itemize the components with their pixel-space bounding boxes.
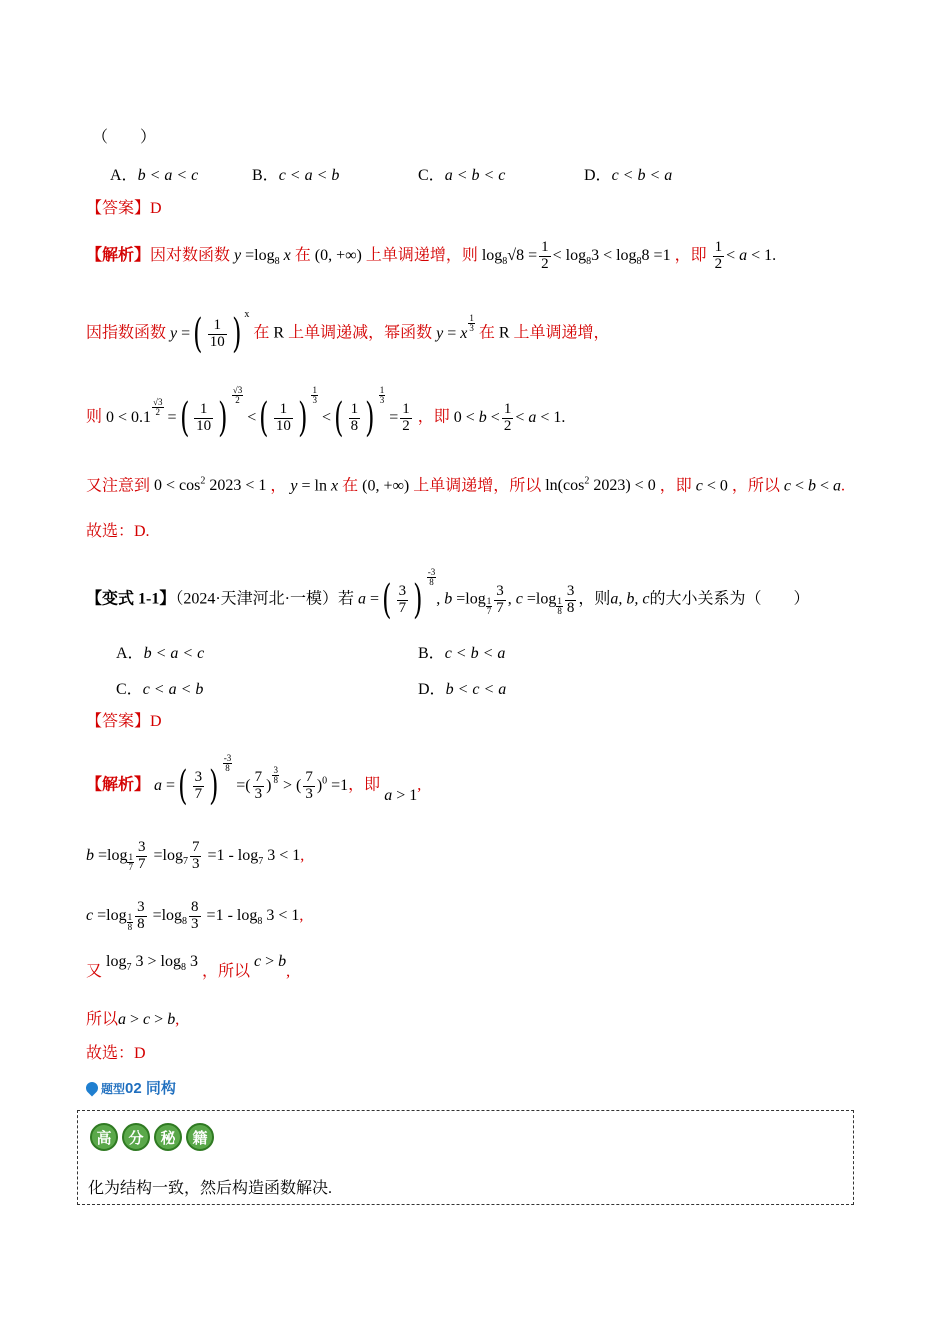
variant-option-b: B．c < b < a: [418, 645, 506, 662]
tip-box: [77, 1110, 854, 1205]
tip-badges: [90, 1123, 214, 1151]
variant-option-a: A．b < a < c: [116, 645, 205, 662]
variant-analysis-4: 又 $\log_7 3 > \log_8 3$ ，所以 c > b,: [86, 953, 291, 980]
option-b: B．c < a < b: [252, 167, 340, 184]
map-pin-icon: [84, 1080, 101, 1097]
badge-fen: 分: [122, 1123, 150, 1151]
badge-ji: 籍: [186, 1123, 214, 1151]
analysis-line-4: 又注意到 $0 < \cos^2 2023 < 1$ ， y = ln x 在 (0, +∞) 上单调递增，所以 $\ln(\cos^2$ 2023) < 0 ，即 c < 0 ，所以 c < b < a.: [86, 476, 846, 495]
option-a: A．b < a < c: [110, 167, 199, 184]
badge-mi: 秘: [154, 1123, 182, 1151]
badge-gao: 高: [90, 1123, 118, 1151]
option-c: C．a < b < c: [418, 167, 506, 184]
variant-analysis-1: 【解析】 a =( $\frac{3}{7}$ ) $\frac{-3}{8}$ =( $\frac{7}{3}$ ) $\frac{3}{8}$ > ( $\frac{7}{3}$ )$^0$ =1，即 a > 1,: [86, 753, 422, 809]
variant-option-d: D．b < c < a: [418, 681, 507, 698]
answer-line: 【答案】D: [86, 200, 162, 217]
variant-analysis-5: 所以a > c > b,: [86, 1011, 180, 1028]
question-paren: （ ）: [92, 129, 157, 146]
variant-analysis-c: c =log $\frac{1}{8}$ $\frac{3}{8}$ $=\log_8$ $\frac{8}{3}$ $=1 - \log_8 3 < 1$,: [86, 899, 304, 933]
conclusion-1: 故选：D.: [86, 523, 150, 540]
tip-text: 化为结构一致，然后构造函数解决.: [88, 1180, 333, 1197]
option-d: D．c < b < a: [584, 167, 673, 184]
section-heading: 题型02 同构: [86, 1077, 176, 1098]
variant-analysis-b: b =log $\frac{1}{7}$ $\frac{3}{7}$ $=\log_7$ $\frac{7}{3}$ $=1 - \log_7 3 < 1$,: [86, 839, 305, 873]
analysis-line-1: 【解析】因对数函数 $y =\log_8$ x 在 (0, +∞) 上单调递增，则 $\log_8√8$ = $\frac{1}{2}$ < $\log_83 < \log_88 =1$ ，即 $\frac{1}{2}$ < a < 1.: [86, 239, 777, 272]
variant-option-c: C．c < a < b: [116, 681, 204, 698]
conclusion-2: 故选：D: [86, 1045, 146, 1062]
analysis-line-3: 则 0 < 0.1 $\frac{√3}{2}$ =( $\frac{1}{10}$ ) $\frac{√3}{2}$ <( $\frac{1}{10}$ ) $\frac{1}{3}$ <( $\frac{1}{8}$ ) $\frac{1}{3}$ = $\frac{1}{2}$ ，即 0 < b < $\frac{1}{2}$ < a < 1.: [86, 385, 566, 441]
analysis-line-2: 因指数函数 y =( $\frac{1}{10}$ ) $^x$ 在 R 上单调递减，幂函数 y = x $\frac{1}{3}$ 在 R 上单调递增，: [86, 309, 610, 357]
variant-question: 【变式 1-1】（2024·天津河北·一模）若 a =( $\frac{3}{7}$ ) $\frac{-3}{8}$ , b =log $\frac{1}{7}$ $\frac{3}{7}$ , c =log $\frac{1}{8}$ $\frac{3}{8}$ ，则a, b, c的大小关系为（ ）: [86, 567, 810, 623]
variant-answer: 【答案】D: [86, 713, 162, 730]
